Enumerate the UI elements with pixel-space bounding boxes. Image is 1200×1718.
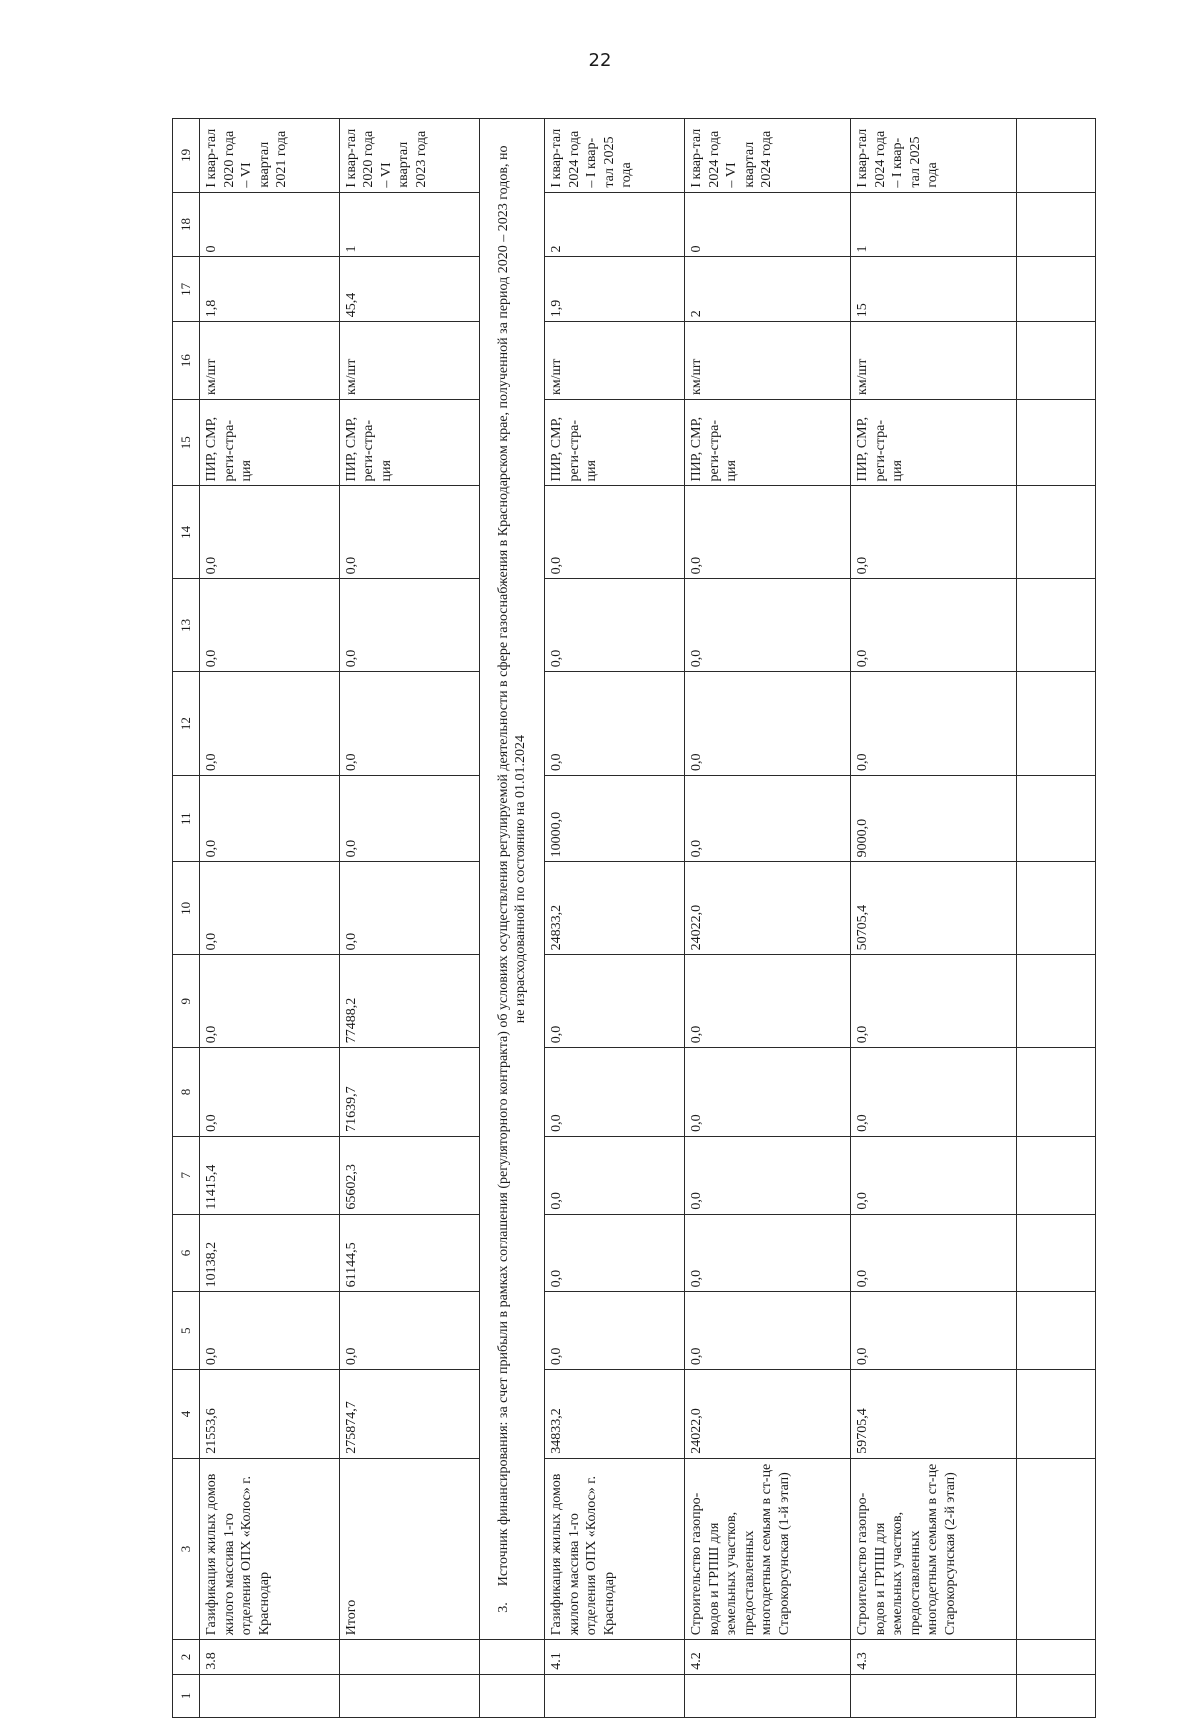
table-row xyxy=(851,119,1017,1718)
table-cell-c11: 0,0 xyxy=(685,776,851,862)
table-cell-c15: ПИР, СМР, реги-стра-ция xyxy=(200,400,340,486)
rotated-table-container xyxy=(172,118,1096,1718)
column-number-cell: 2 xyxy=(173,1640,200,1675)
table-cell-c13: 0,0 xyxy=(685,579,851,672)
table-cell-c8: 0,0 xyxy=(685,1048,851,1137)
table-cell-c15: ПИР, СМР, реги-стра-ция xyxy=(685,400,851,486)
column-number-cell: 5 xyxy=(173,1292,200,1370)
blank-cell xyxy=(1017,862,1096,955)
table-cell-c4: 21553,6 xyxy=(200,1370,340,1459)
table-cell-c7: 11415,4 xyxy=(200,1136,340,1214)
column-number-cell: 7 xyxy=(173,1136,200,1214)
table-cell-c18: 1 xyxy=(851,192,1017,257)
table-cell-c19: I квар-тал 2024 года – I квар-тал 2025 года xyxy=(851,119,1017,193)
table-cell-c10: 24833,2 xyxy=(545,862,685,955)
table-cell-c7: 0,0 xyxy=(851,1136,1017,1214)
column-number-cell: 8 xyxy=(173,1048,200,1137)
table-cell-c8: 0,0 xyxy=(200,1048,340,1137)
table-cell-c16: км/шт xyxy=(200,322,340,400)
table-row xyxy=(200,119,340,1718)
column-number-cell: 17 xyxy=(173,257,200,322)
table-cell-c4: 59705,4 xyxy=(851,1370,1017,1459)
table-cell-c13: 0,0 xyxy=(545,579,685,672)
table-cell-c17: 45,4 xyxy=(339,257,479,322)
blank-cell xyxy=(1017,119,1096,193)
table-cell-c8: 0,0 xyxy=(545,1048,685,1137)
table-cell-c17: 15 xyxy=(851,257,1017,322)
table-cell-c10: 24022,0 xyxy=(685,862,851,955)
column-number-cell: 6 xyxy=(173,1214,200,1292)
column-number-cell: 3 xyxy=(173,1458,200,1640)
table-cell-c19: I квар-тал 2024 года – VI квартал 2024 года xyxy=(685,119,851,193)
table-cell-c8: 0,0 xyxy=(851,1048,1017,1137)
table-cell-c18: 2 xyxy=(545,192,685,257)
table-cell-c17: 1,8 xyxy=(200,257,340,322)
blank-cell xyxy=(1017,776,1096,862)
table-cell-c12: 0,0 xyxy=(685,672,851,776)
table-cell-c4: 275874,7 xyxy=(339,1370,479,1459)
table-cell-c6: 0,0 xyxy=(545,1214,685,1292)
column-number-cell: 15 xyxy=(173,400,200,486)
blank-cell xyxy=(1017,1136,1096,1214)
table-cell-c6: 0,0 xyxy=(851,1214,1017,1292)
table-cell-c8: 71639,7 xyxy=(339,1048,479,1137)
blank-cell xyxy=(1017,1292,1096,1370)
blank-cell xyxy=(1017,1458,1096,1640)
table-cell-c5: 0,0 xyxy=(685,1292,851,1370)
table-cell-c18: 0 xyxy=(685,192,851,257)
table-cell-c18: 1 xyxy=(339,192,479,257)
blank-cell xyxy=(1017,486,1096,579)
table-cell-c19: I квар-тал 2024 года – I квар-тал 2025 года xyxy=(545,119,685,193)
table-cell-c16: км/шт xyxy=(685,322,851,400)
column-number-cell: 12 xyxy=(173,672,200,776)
blank-cell xyxy=(1017,322,1096,400)
table-cell-c10: 50705,4 xyxy=(851,862,1017,955)
table-cell-c12: 0,0 xyxy=(339,672,479,776)
table-cell-c15: ПИР, СМР, реги-стра-ция xyxy=(545,400,685,486)
blank-cell xyxy=(1017,192,1096,257)
table-cell-c13: 0,0 xyxy=(339,579,479,672)
table-cell-c2 xyxy=(339,1640,479,1675)
table-cell-c13: 0,0 xyxy=(200,579,340,672)
financing-table xyxy=(172,118,1096,1718)
table-cell-c11: 0,0 xyxy=(200,776,340,862)
column-number-cell: 10 xyxy=(173,862,200,955)
column-number-cell: 19 xyxy=(173,119,200,193)
table-cell-c6: 0,0 xyxy=(685,1214,851,1292)
table-cell-c2: 4.1 xyxy=(545,1640,685,1675)
table-cell-c9: 0,0 xyxy=(545,955,685,1048)
table-cell-c5: 0,0 xyxy=(200,1292,340,1370)
table-cell-c2: 3.8 xyxy=(200,1640,340,1675)
table-cell-c18: 0 xyxy=(200,192,340,257)
table-cell-c11: 10000,0 xyxy=(545,776,685,862)
table-cell-c12: 0,0 xyxy=(851,672,1017,776)
table-row xyxy=(339,119,479,1718)
table-cell-c6: 61144,5 xyxy=(339,1214,479,1292)
blank-cell xyxy=(1017,672,1096,776)
table-cell-c5: 0,0 xyxy=(339,1292,479,1370)
table-cell-c11: 0,0 xyxy=(339,776,479,862)
page-number: 22 xyxy=(588,50,612,71)
blank-cell xyxy=(1017,1214,1096,1292)
financing-source-cell xyxy=(479,119,544,1640)
table-cell-c14: 0,0 xyxy=(545,486,685,579)
column-number-cell: 1 xyxy=(173,1674,200,1717)
table-row xyxy=(685,119,851,1718)
table-cell-c16: км/шт xyxy=(545,322,685,400)
table-cell-c14: 0,0 xyxy=(339,486,479,579)
blank-cell xyxy=(1017,400,1096,486)
financing-source-text: Источник финансирования: за счет прибыли в рамках соглашения (регуляторного контракта) об условиях осуществления регулируемой деятельности в сфере газоснабжения в Краснодарском крае, полученной за период 2020 – 2023 годов, но не израсходованной по состоянию на 01.01.2024 xyxy=(495,145,529,1587)
table-cell-c2: 4.2 xyxy=(685,1640,851,1675)
blank-cell xyxy=(1017,257,1096,322)
table-cell-c3: Строительство газопро-водов и ГРПШ для земельных участков, предоставленных многодетным семьям в ст-це Старокорсунская (2-й этап) xyxy=(851,1458,1017,1640)
table-cell-c3: Строительство газопро-водов и ГРПШ для земельных участков, предоставленных многодетным семьям в ст-це Старокорсунская (1-й этап) xyxy=(685,1458,851,1640)
column-number-row xyxy=(173,119,200,1718)
table-cell-c11: 9000,0 xyxy=(851,776,1017,862)
table-cell-c9: 77488,2 xyxy=(339,955,479,1048)
table-cell-c2 xyxy=(479,1640,544,1675)
table-cell-c19: I квар-тал 2020 года – VI квартал 2021 года xyxy=(200,119,340,193)
column-number-cell: 16 xyxy=(173,322,200,400)
table-cell-c7: 0,0 xyxy=(545,1136,685,1214)
table-cell-c9: 0,0 xyxy=(685,955,851,1048)
table-cell-c3: Газификация жилых домов жилого массива 1-го отделения ОПХ «Колос» г. Краснодар xyxy=(545,1458,685,1640)
table-cell-c7: 65602,3 xyxy=(339,1136,479,1214)
column-number-cell: 14 xyxy=(173,486,200,579)
blank-cell xyxy=(1017,1048,1096,1137)
table-cell-c6: 10138,2 xyxy=(200,1214,340,1292)
table-cell-c19: I квар-тал 2020 года – VI квартал 2023 года xyxy=(339,119,479,193)
table-cell-c14: 0,0 xyxy=(851,486,1017,579)
column-number-cell: 4 xyxy=(173,1370,200,1459)
table-cell-c13: 0,0 xyxy=(851,579,1017,672)
table-cell-c5: 0,0 xyxy=(545,1292,685,1370)
column-number-cell: 9 xyxy=(173,955,200,1048)
table-cell-c10: 0,0 xyxy=(200,862,340,955)
column-number-cell: 13 xyxy=(173,579,200,672)
table-cell-c15: ПИР, СМР, реги-стра-ция xyxy=(339,400,479,486)
table-cell-c14: 0,0 xyxy=(200,486,340,579)
table-cell-c17: 2 xyxy=(685,257,851,322)
blank-cell xyxy=(1017,1640,1096,1675)
table-cell-c10: 0,0 xyxy=(339,862,479,955)
blank-cell xyxy=(1017,1370,1096,1459)
column-number-cell: 11 xyxy=(173,776,200,862)
table-cell-c16: км/шт xyxy=(339,322,479,400)
blank-row xyxy=(1017,119,1096,1718)
table-cell-c3: Газификация жилых домов жилого массива 1-го отделения ОПХ «Колос» г. Краснодар xyxy=(200,1458,340,1640)
table-cell-c15: ПИР, СМР, реги-стра-ция xyxy=(851,400,1017,486)
financing-source-row xyxy=(479,119,544,1718)
financing-source-number: 3. xyxy=(495,1602,511,1613)
table-cell-c4: 24022,0 xyxy=(685,1370,851,1459)
blank-cell xyxy=(1017,579,1096,672)
table-cell-c12: 0,0 xyxy=(545,672,685,776)
table-cell-c9: 0,0 xyxy=(851,955,1017,1048)
table-cell-c7: 0,0 xyxy=(685,1136,851,1214)
table-cell-c2: 4.3 xyxy=(851,1640,1017,1675)
table-cell-c14: 0,0 xyxy=(685,486,851,579)
table-cell-c4: 34833,2 xyxy=(545,1370,685,1459)
table-row xyxy=(545,119,685,1718)
blank-cell xyxy=(1017,955,1096,1048)
table-cell-c5: 0,0 xyxy=(851,1292,1017,1370)
table-cell-c17: 1,9 xyxy=(545,257,685,322)
table-cell-c16: км/шт xyxy=(851,322,1017,400)
table-cell-c12: 0,0 xyxy=(200,672,340,776)
column-number-cell: 18 xyxy=(173,192,200,257)
table-cell-c9: 0,0 xyxy=(200,955,340,1048)
table-cell-c3: Итого xyxy=(339,1458,479,1640)
